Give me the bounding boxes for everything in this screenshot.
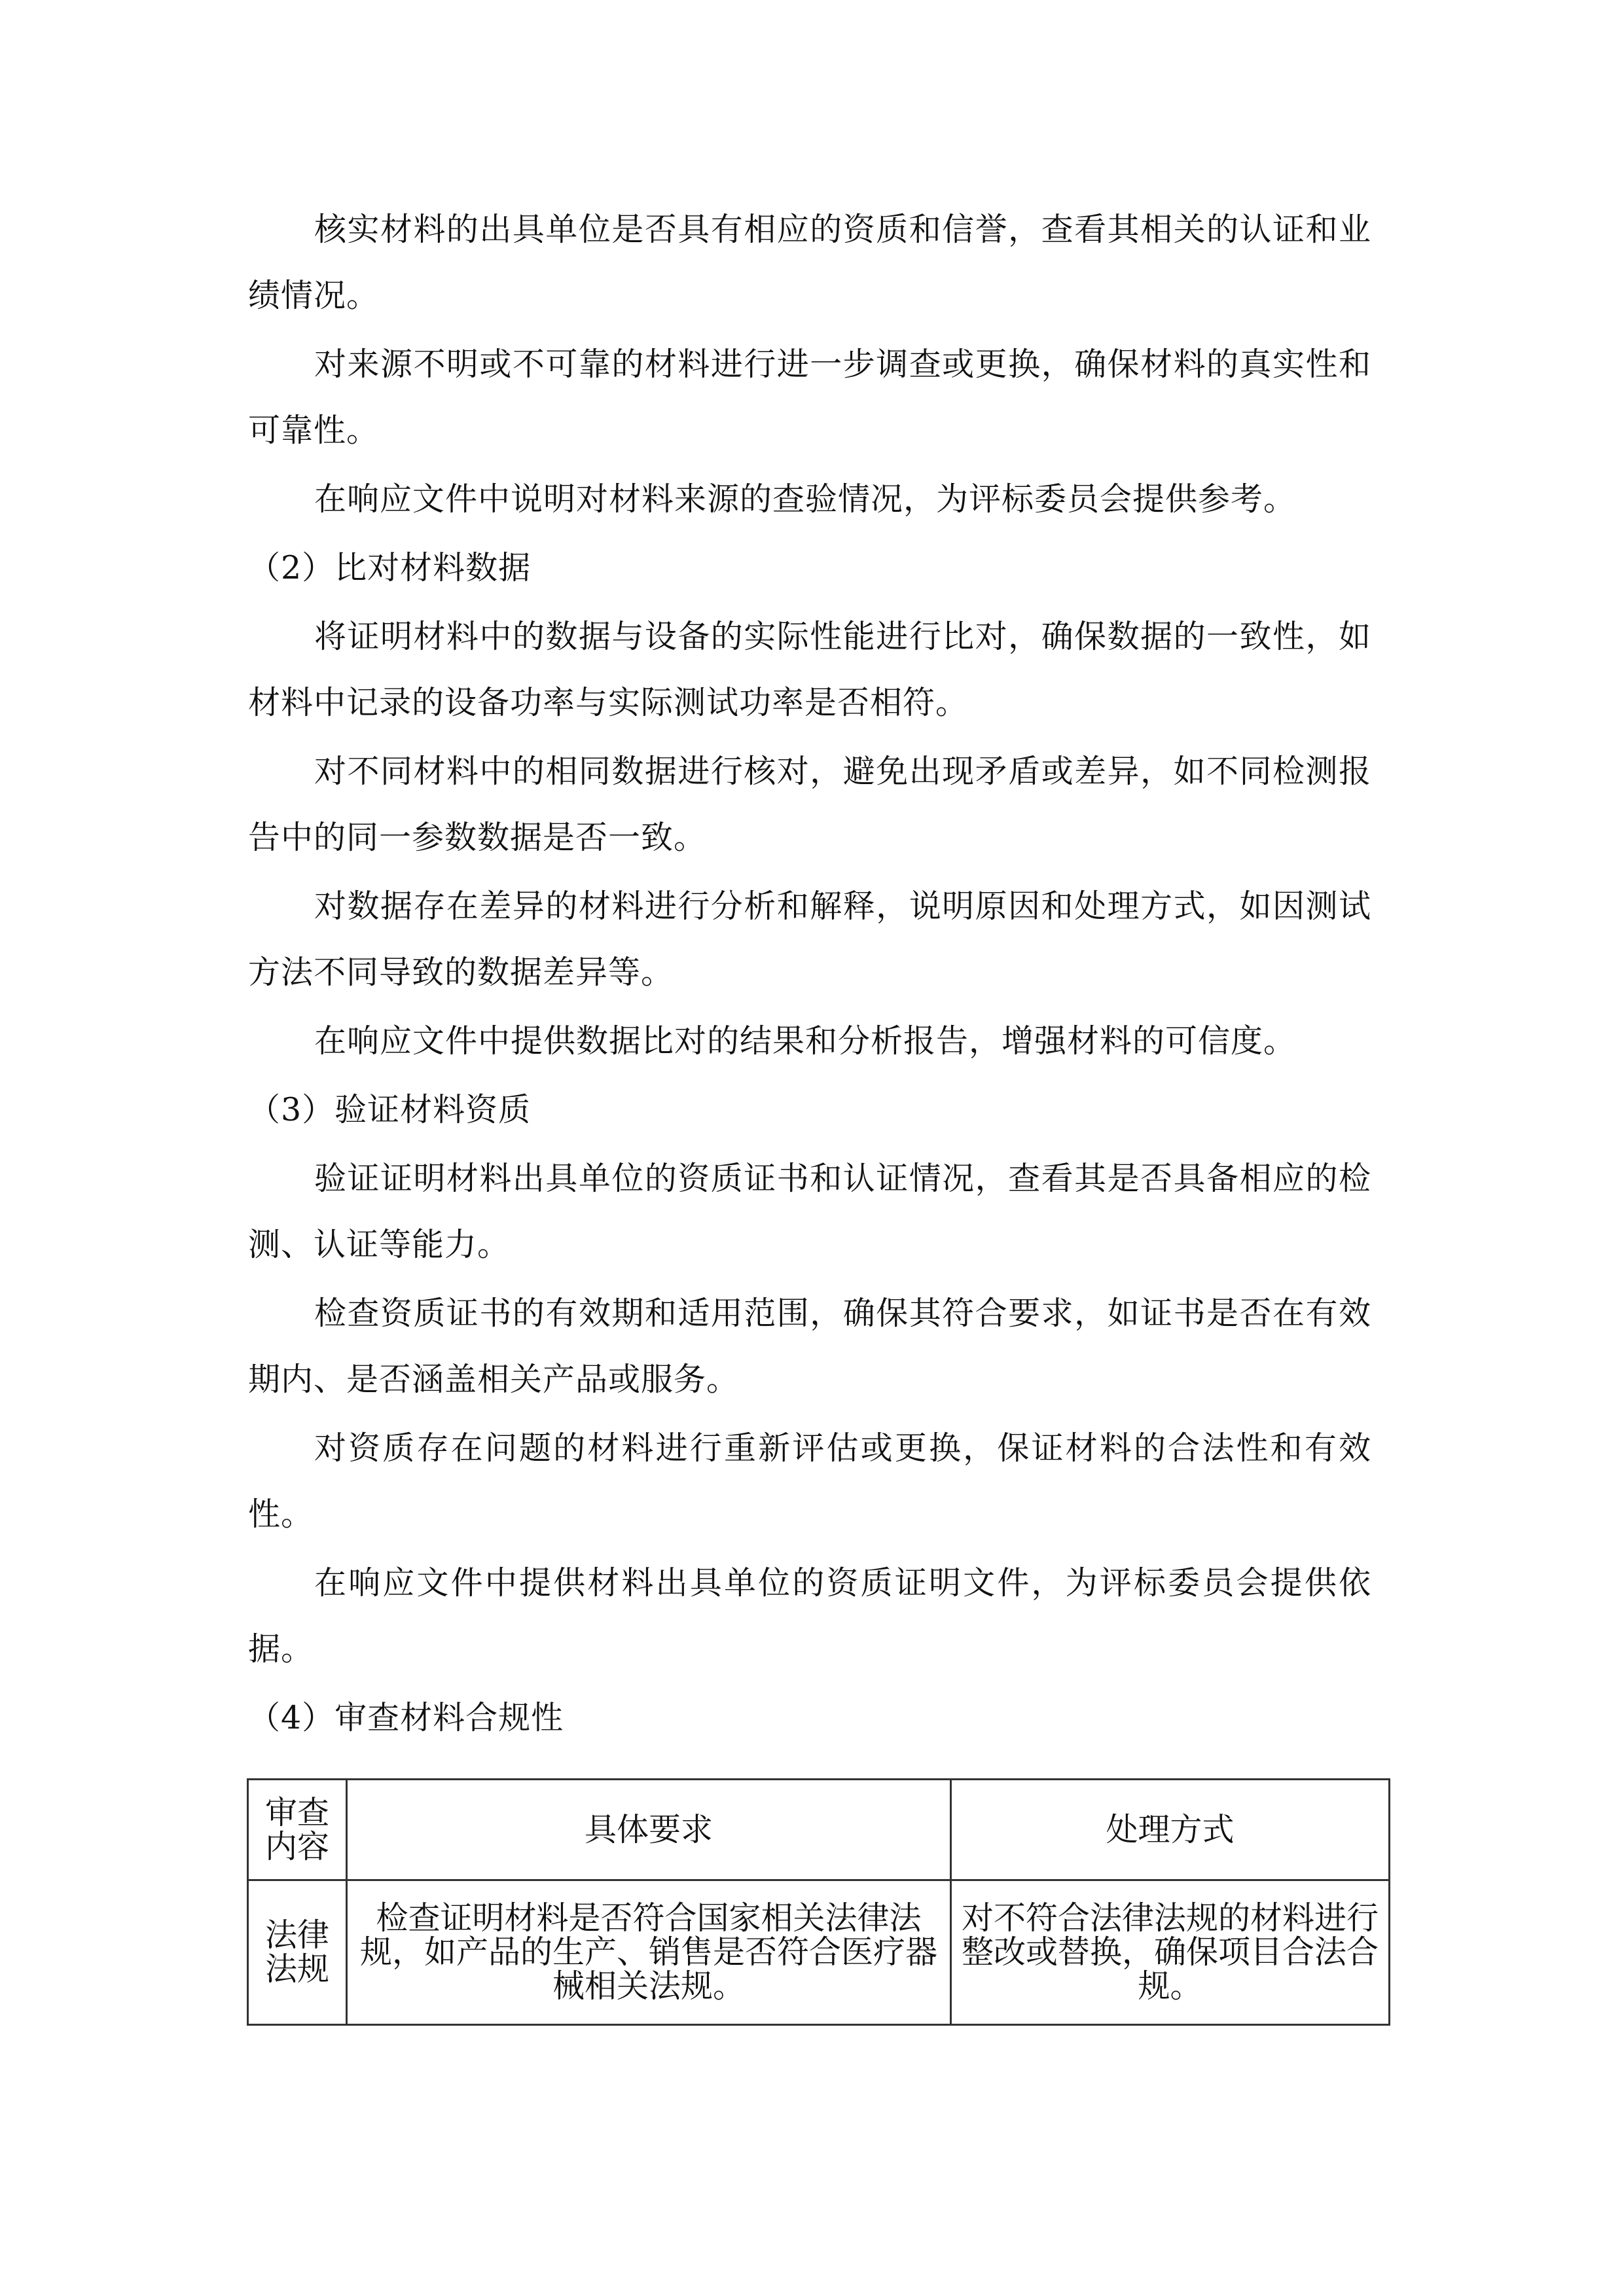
paragraph: 在响应文件中提供数据比对的结果和分析报告，增强材料的可信度。: [314, 1022, 1297, 1060]
table-header-cell: 处理方式: [951, 1780, 1390, 1880]
document-body: [248, 196, 1371, 1753]
paragraph: 对资质存在问题的材料进行重新评估或更换，保证材料的合法性和有效性。: [248, 1429, 1371, 1533]
paragraph: 验证证明材料出具单位的资质证书和认证情况，查看其是否具备相应的检测、认证等能力。: [248, 1160, 1371, 1263]
compliance-table: [247, 1778, 1390, 2026]
table-cell: 检查证明材料是否符合国家相关法律法规，如产品的生产、销售是否符合医疗器械相关法规。: [347, 1880, 951, 2025]
table-cell: 对不符合法律法规的材料进行整改或替换，确保项目合法合规。: [951, 1880, 1390, 2025]
paragraph: 核实材料的出具单位是否具有相应的资质和信誉，查看其相关的认证和业绩情况。: [248, 211, 1371, 314]
paragraph: 对来源不明或不可靠的材料进行进一步调查或更换，确保材料的真实性和可靠性。: [248, 346, 1371, 449]
paragraph: 在响应文件中说明对材料来源的查验情况，为评标委员会提供参考。: [314, 480, 1297, 518]
paragraph: 将证明材料中的数据与设备的实际性能进行比对，确保数据的一致性，如材料中记录的设备功率与实际测试功率是否相符。: [248, 618, 1371, 721]
paragraph: 在响应文件中提供材料出具单位的资质证明文件，为评标委员会提供依据。: [248, 1564, 1371, 1668]
paragraph: 检查资质证书的有效期和适用范围，确保其符合要求，如证书是否在有效期内、是否涵盖相关产品或服务。: [248, 1295, 1371, 1398]
table-header-cell: 具体要求: [347, 1780, 951, 1880]
table-row: [248, 1880, 1390, 2025]
table-cell: 法律法规: [248, 1880, 347, 2025]
paragraph: 对数据存在差异的材料进行分析和解释，说明原因和处理方式，如因测试方法不同导致的数据差异等。: [248, 888, 1371, 991]
section-heading: （3）验证材料资质: [248, 1091, 532, 1128]
section-heading: （2）比对材料数据: [248, 549, 532, 586]
table-header-cell: 审查内容: [248, 1780, 347, 1880]
table-header-row: [248, 1780, 1390, 1880]
paragraph: 对不同材料中的相同数据进行核对，避免出现矛盾或差异，如不同检测报告中的同一参数数据是否一致。: [248, 753, 1371, 856]
section-heading: （4）审查材料合规性: [248, 1699, 564, 1736]
